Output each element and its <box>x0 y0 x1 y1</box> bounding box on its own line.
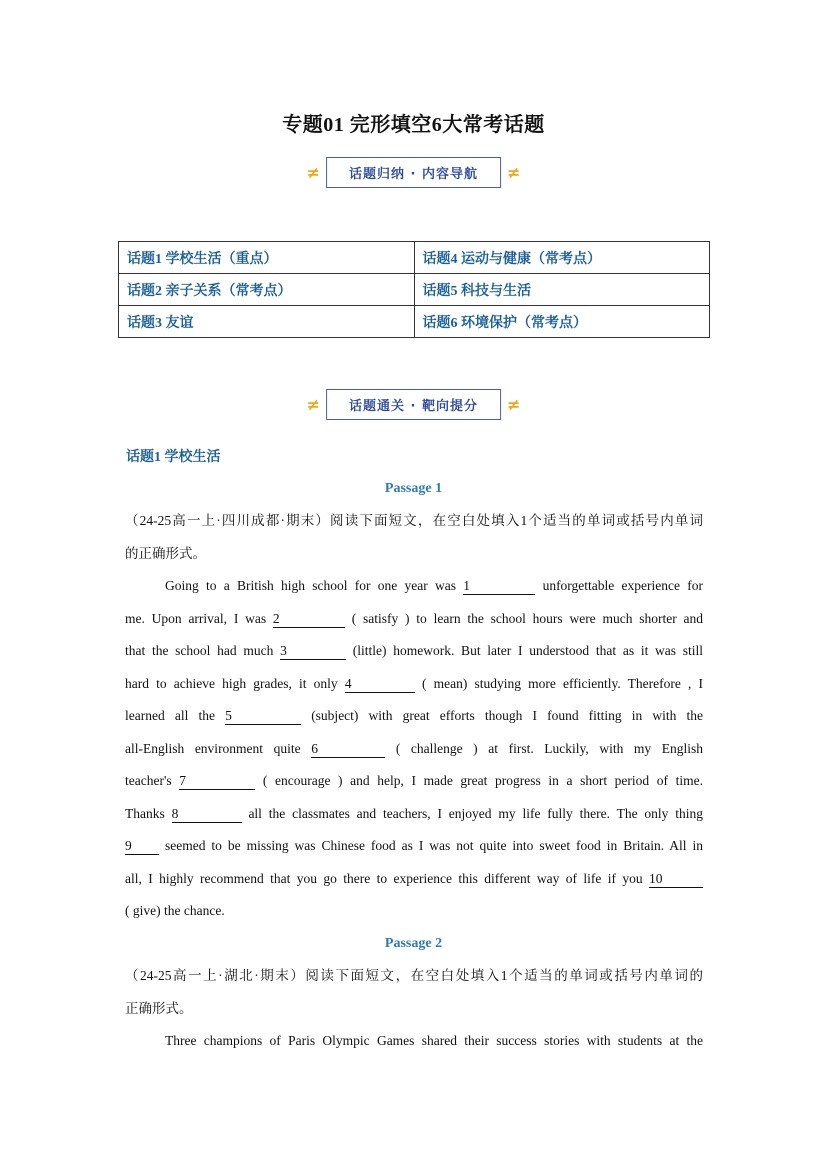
topic-cell: 话题4 运动与健康（常考点） <box>414 242 710 274</box>
passage-text: teacher's <box>125 773 172 788</box>
passage-line <box>125 765 703 798</box>
instruction-line: 正确形式。 <box>125 1000 193 1016</box>
passage-line <box>125 635 703 668</box>
blank-6: 6 <box>311 741 385 758</box>
passage-text: hard to achieve high grades, it only <box>125 675 338 691</box>
passage-line <box>125 895 703 928</box>
table-row <box>119 274 710 306</box>
banner-decoration-icon: ≠ <box>507 395 521 414</box>
blank-4: 4 <box>345 676 415 693</box>
blank-9: 9 <box>125 838 159 855</box>
passage-body <box>125 570 703 928</box>
passage-text: me. Upon arrival, I was <box>125 610 267 626</box>
table-row <box>119 242 710 274</box>
passage-line <box>125 733 703 766</box>
section-banner-navigation <box>307 157 521 188</box>
topic-navigation-table <box>118 241 710 338</box>
table-row <box>119 306 710 338</box>
passage-text: ( encourage ) and help, I made great progress in a short period of time. <box>262 773 703 788</box>
passage-text: ( mean) studying more efficiently. Therefore , I <box>422 675 704 691</box>
topic-cell: 话题3 友谊 <box>119 306 415 338</box>
passage-line <box>125 668 703 701</box>
banner-decoration-icon: ≠ <box>306 163 320 182</box>
passage-text: seemed to be missing was Chinese food as I was not quite into sweet food in Britain. All in <box>164 838 704 853</box>
passage-text: (subject) with great efforts though I found fitting in with the <box>311 708 704 723</box>
passage-title: Passage 2 <box>384 936 443 951</box>
passage-text: (little) homework. But later I understood that as it was still <box>352 643 704 658</box>
page-title: 专题01 完形填空6大常考话题 <box>282 114 545 136</box>
passage-text: Going to a British high school for one year was <box>165 578 457 593</box>
passage-text: unforgettable experience for <box>542 578 704 593</box>
banner-decoration-icon: ≠ <box>507 163 521 182</box>
passage-line <box>125 1025 703 1058</box>
topic-cell: 话题2 亲子关系（常考点） <box>119 274 415 306</box>
blank-1: 1 <box>463 578 535 595</box>
blank-8: 8 <box>172 806 242 823</box>
passage-text: all-English environment quite <box>125 740 301 756</box>
passage-line <box>125 830 703 863</box>
passage-text: ( satisfy ) to learn the school hours were much shorter and <box>351 610 704 626</box>
topic-heading: 话题1 学校生活 <box>126 450 221 465</box>
passage-line <box>125 700 703 733</box>
banner-label: 话题通关 · 靶向提分 <box>326 389 501 420</box>
passage-line <box>125 603 703 636</box>
banner-decoration-icon: ≠ <box>306 395 320 414</box>
passage-text: ( challenge ) at first. Luckily, with my English <box>395 740 704 756</box>
passage-body <box>125 1025 703 1058</box>
passage-text: learned all the <box>125 708 215 723</box>
passage-text: all the classmates and teachers, I enjoyed my life fully there. The only thing <box>248 805 703 821</box>
passage-text: that the school had much <box>125 643 274 658</box>
passage-line <box>125 570 703 603</box>
passage-line <box>125 798 703 831</box>
topic-cell: 话题1 学校生活（重点） <box>119 242 415 274</box>
passage-2 <box>125 960 703 1058</box>
blank-3: 3 <box>280 643 346 660</box>
instruction-line: 的正确形式。 <box>125 545 206 561</box>
section-banner-practice <box>307 389 521 420</box>
blank-7: 7 <box>179 773 255 790</box>
passage-text: all, I highly recommend that you go there to experience this different way of life if you <box>125 870 643 886</box>
passage-1 <box>125 505 703 928</box>
topic-cell: 话题5 科技与生活 <box>414 274 710 306</box>
passage-title: Passage 1 <box>384 481 443 496</box>
instruction-line: （24-25高一上·四川成都·期末）阅读下面短文，在空白处填入1个适当的单词或括号内单词 <box>125 513 703 528</box>
topic-cell: 话题6 环境保护（常考点） <box>414 306 710 338</box>
blank-5: 5 <box>225 708 301 725</box>
banner-label: 话题归纳 · 内容导航 <box>326 157 501 188</box>
passage-text: Three champions of Paris Olympic Games shared their success stories with students at the <box>165 1033 703 1048</box>
instruction-line: （24-25高一上·湖北·期末）阅读下面短文，在空白处填入1个适当的单词或括号内单词的 <box>125 968 703 983</box>
passage-line <box>125 863 703 896</box>
blank-2: 2 <box>273 611 345 628</box>
passage-text: ( give) the chance. <box>125 903 225 918</box>
passage-text: Thanks <box>125 805 165 821</box>
blank-10: 10 <box>649 871 703 888</box>
